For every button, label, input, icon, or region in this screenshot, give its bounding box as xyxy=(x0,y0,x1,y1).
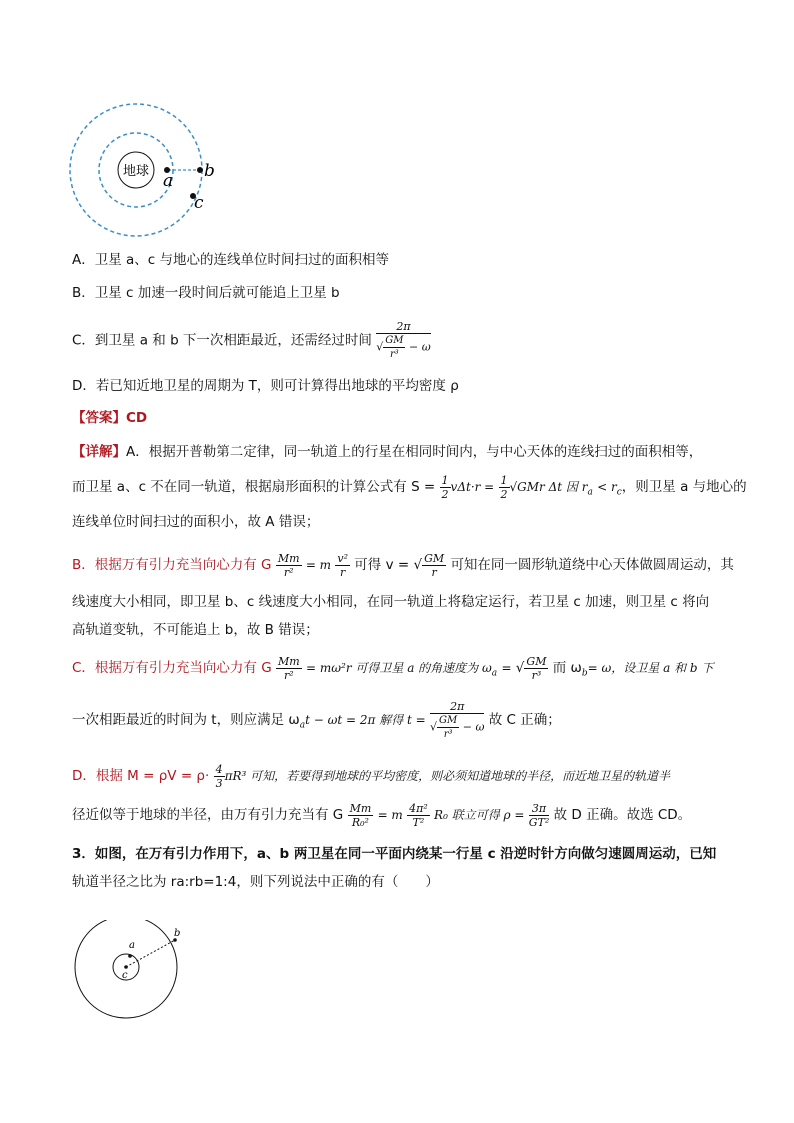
question-3-line1: 3．如图，在万有引力作用下，a、b 两卫星在同一平面内绕某一行星 c 沿逆时针方向做匀速圆周运动，已知 xyxy=(72,846,717,862)
option-d: D．若已知近地卫星的周期为 T，则可计算得出地球的平均密度 ρ xyxy=(72,378,459,394)
detail-c-line1: C．根据万有引力充当向心力有 G $\frac{Mm}{\text{r²}}$ = mω²r 可得卫星 a 的角速度为 $\omega_a$ = √ $\frac{GM}{\text{r³}}$ 而 $\omega_b= \omega$，设卫星 a 和 b 下 xyxy=(72,654,714,682)
detail-a-line2: 而卫星 a、c 不在同一轨道，根据扇形面积的计算公式有 S = $\frac{1}{2}$ vΔt·r = $\frac{1}{2}$ √GMr Δt 因 $r_a < r_c$，则卫星 a 与地心的 xyxy=(72,473,747,501)
detail-c-line2: 一次相距最近的时间为 t，则应满足 $\omega_at - \omega t = 2\pi$ 解得 t = 2π √ $\frac{GM}{\text{r³}}$ − ω 故 C 正确； xyxy=(72,699,561,740)
orbit-figure-1 xyxy=(60,95,240,255)
planet-c xyxy=(124,965,128,969)
detail-d-line2: 径近似等于地球的半径，由万有引力充当有 G $\frac{Mm}{\text{R₀²}}$ = m $\frac{\text{4π²}}{\text{T²}}$ R₀ 联立可得 ρ = $\frac{3\pi}{\text{GT²}}$ 故 D 正确。故选 CD。 xyxy=(72,801,692,829)
answer: 【答案】CD xyxy=(72,410,148,426)
question-3-line2: 轨道半径之比为 ra:rb=1:4，则下列说法中正确的有（ ） xyxy=(72,874,439,890)
label-b: b xyxy=(204,161,215,181)
detail-d-line1: D．根据 M = ρV = ρ· $\frac{4}{3}$ πR³ 可知，若要得到地球的平均密度，则必须知道地球的半径，而近地卫星的轨道半 xyxy=(72,762,671,790)
label-a: a xyxy=(163,171,174,191)
option-a: A．卫星 a、c 与地心的连线单位时间扫过的面积相等 xyxy=(72,252,390,268)
satellite-a-2 xyxy=(128,954,132,958)
earth-label: 地球 xyxy=(122,164,150,179)
label-b-2: b xyxy=(174,928,181,939)
option-b: B．卫星 c 加速一段时间后就可能追上卫星 b xyxy=(72,285,340,301)
orbit-figure-2 xyxy=(70,920,190,1020)
detail-a-line1: 【详解】A．根据开普勒第二定律，同一轨道上的行星在相同时间内，与中心天体的连线扫过的面积相等， xyxy=(72,444,703,460)
detail-b-line1: B．根据万有引力充当向心力有 G $\frac{Mm}{\text{r²}}$ = m $\frac{\text{v²}}{r}$ 可得 v = √ $\frac{GM}{r}$ 可知在同一圆形轨道绕中心天体做圆周运动，其 xyxy=(72,551,734,579)
label-c-2: c xyxy=(122,970,128,981)
detail-a-line3: 连线单位时间扫过的面积小，故 A 错误； xyxy=(72,514,320,530)
satellite-b xyxy=(197,167,203,173)
label-c: c xyxy=(194,193,204,213)
label-a-2: a xyxy=(129,940,135,951)
detail-b-line3: 高轨道变轨，不可能追上 b，故 B 错误； xyxy=(72,622,319,638)
option-c: C．到卫星 a 和 b 下一次相距最近，还需经过时间 2π √ $\frac{GM}{\text{r³}}$ − ω xyxy=(72,320,431,360)
detail-b-line2: 线速度大小相同，即卫星 b、c 线速度大小相同，在同一轨道上将稳定运行，若卫星 c 加速，则卫星 c 将向 xyxy=(72,594,710,610)
